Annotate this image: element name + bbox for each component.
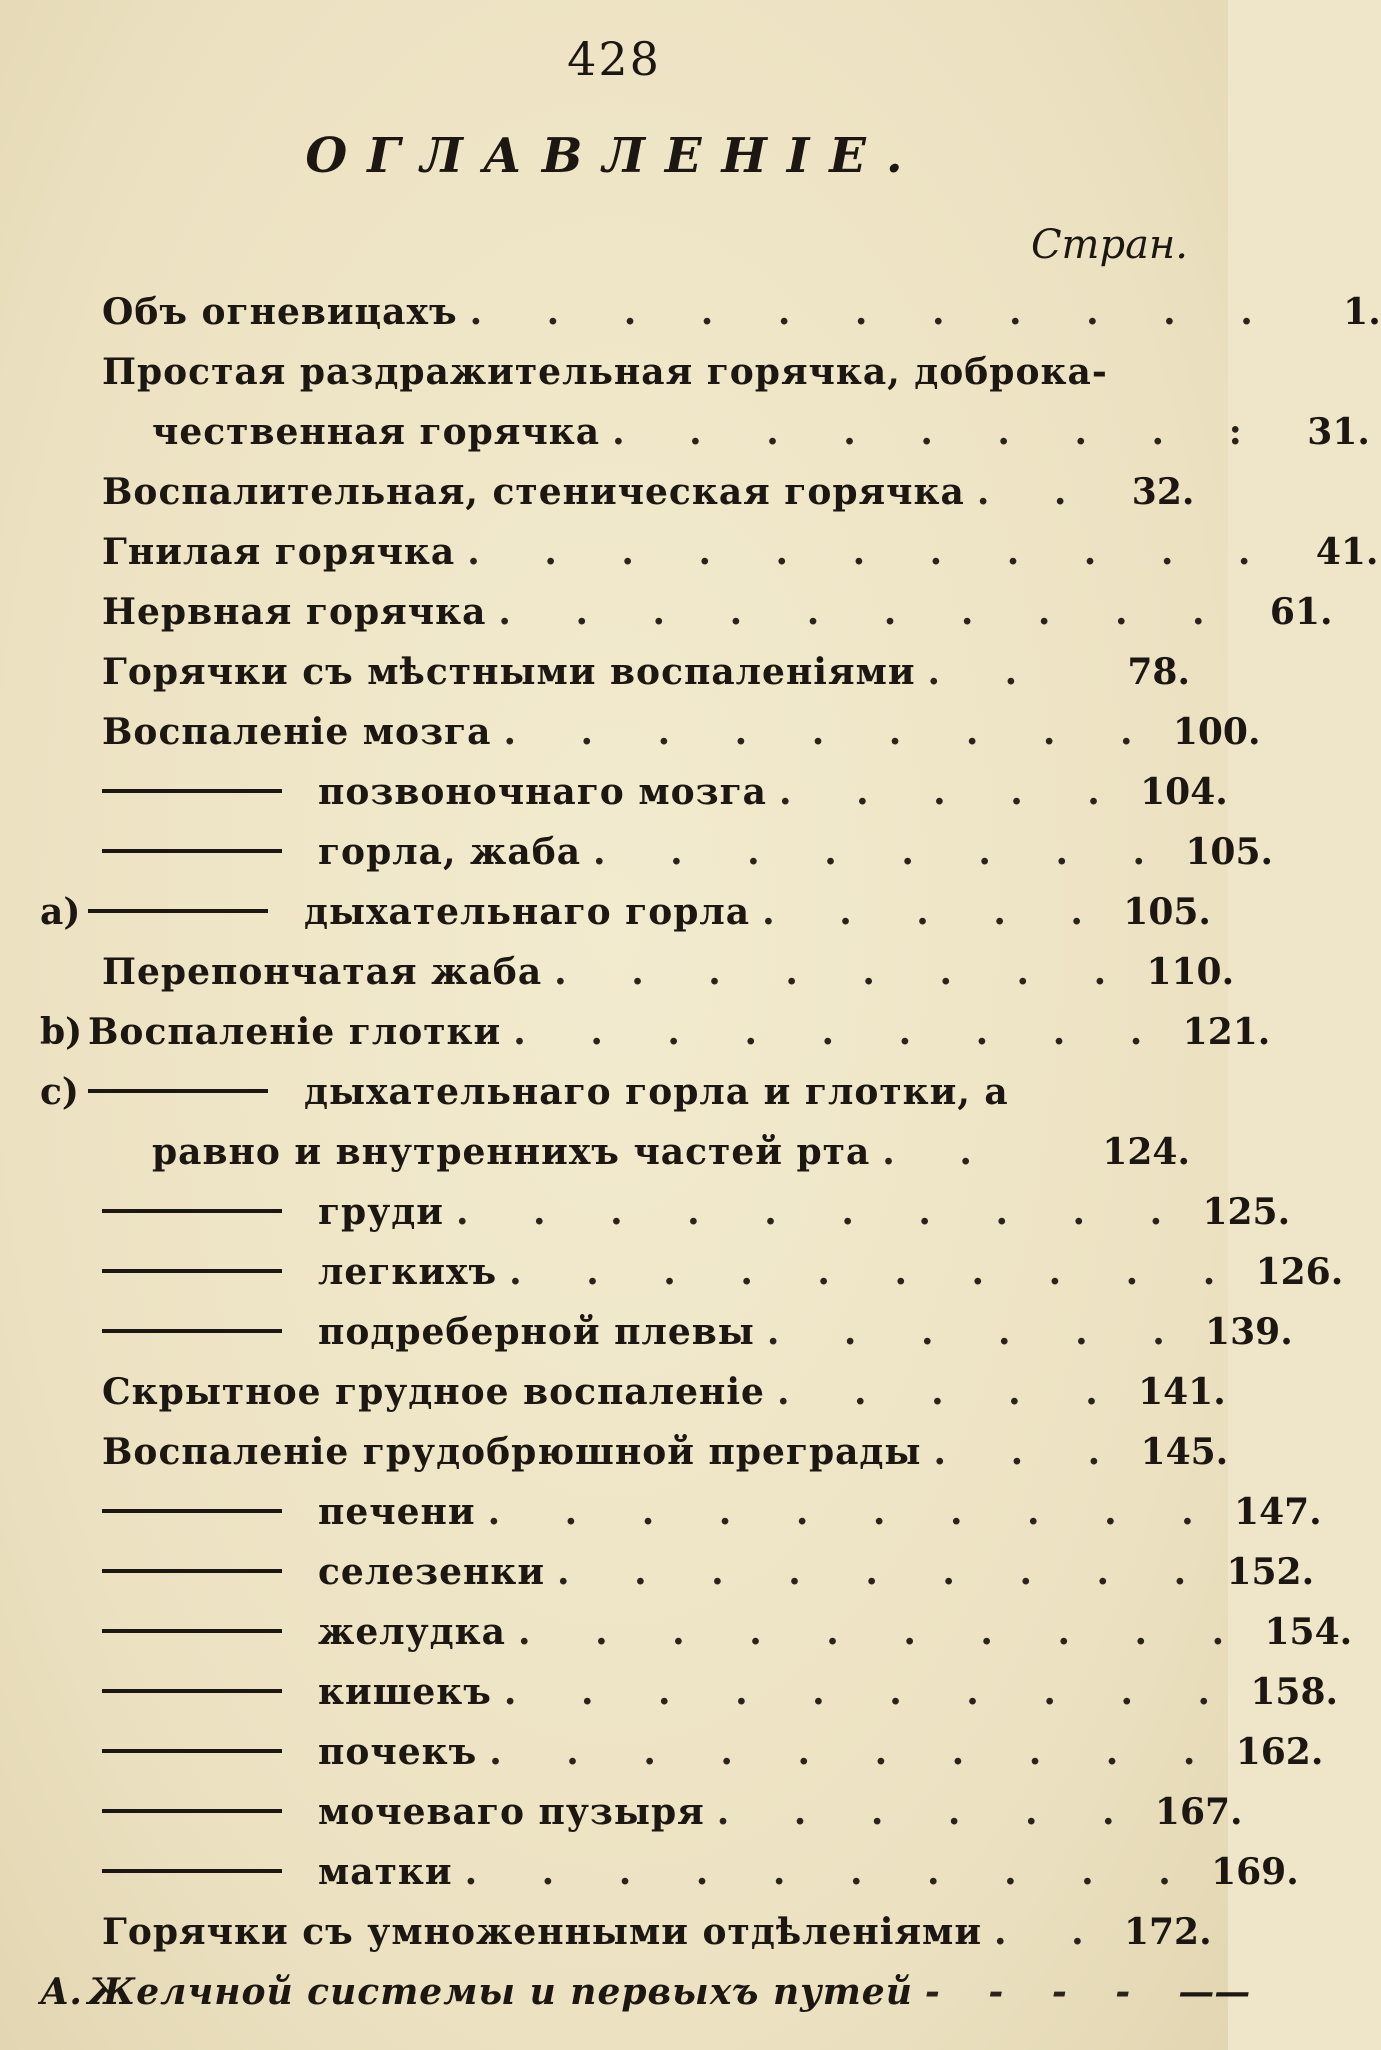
toc-entry-text: селезенки	[318, 1551, 546, 1593]
toc-entry	[0, 882, 1228, 942]
ditto-dash	[88, 909, 268, 913]
ditto-dash	[102, 1509, 282, 1513]
toc-entry	[0, 402, 1370, 462]
toc-entry	[0, 282, 1381, 342]
toc-entry	[0, 762, 1228, 822]
dot-leader: . .	[994, 1911, 1110, 1953]
toc-entry-page: 32.	[1131, 471, 1195, 513]
toc-entry-text: подреберной плевы	[318, 1311, 755, 1353]
toc-entry-title	[88, 582, 486, 642]
toc-entry-title	[88, 882, 750, 942]
toc-entry-title	[88, 822, 581, 882]
toc-entry-text: Воспаленіе глотки	[88, 1011, 502, 1053]
ditto-dash	[102, 1629, 282, 1633]
dot-leader: . . . . . . . . . .	[518, 1611, 1251, 1653]
toc-entry-page: 147.	[1234, 1491, 1322, 1533]
toc-entry-text: дыхательнаго горла	[304, 891, 751, 933]
toc-entry-title	[88, 642, 916, 702]
toc-entry-text: Простая раздражительная горячка, доброка-	[102, 351, 1108, 393]
ditto-dash	[102, 1809, 282, 1813]
toc-entry-marker: a)	[40, 891, 81, 933]
toc-entry-text: Объ огневицахъ	[102, 291, 458, 333]
dot-leader: . . . . . . . . .	[513, 1011, 1169, 1053]
toc-entry-title	[88, 1062, 1009, 1122]
toc-entry-text: равно и внутреннихъ частей рта	[152, 1131, 871, 1173]
toc-entry-text: Воспаленіе грудобрюшной преграды	[102, 1431, 922, 1473]
toc-entry-page: 31.	[1307, 411, 1370, 453]
toc-entry	[0, 462, 1228, 522]
toc-entry	[0, 1062, 1228, 1122]
toc-entry-title	[88, 1182, 444, 1242]
toc-entry	[0, 1002, 1271, 1062]
toc-entry	[0, 1242, 1344, 1302]
toc-entry-text: позвоночнаго мозга	[318, 771, 767, 813]
toc-entry-text: почекъ	[318, 1731, 478, 1773]
ditto-dash	[88, 1089, 268, 1093]
toc-entry	[0, 582, 1333, 642]
dot-leader: . . . . . . . . . . .	[467, 531, 1277, 573]
toc-entry-text: Горячки съ мѣстными воспаленіями	[102, 651, 916, 693]
toc-entry	[0, 1662, 1339, 1722]
toc-entry-title	[88, 1902, 982, 1962]
toc-entry-page: 110.	[1146, 951, 1235, 993]
toc-entry-page: 78.	[1127, 651, 1190, 693]
ditto-dash	[102, 1329, 282, 1333]
toc-entry-text: Перепончатая жаба	[102, 951, 543, 993]
toc-entry-page: 125.	[1202, 1191, 1291, 1233]
toc-entry-page: 152.	[1226, 1551, 1315, 1593]
toc-entry-marker: c)	[40, 1071, 79, 1113]
toc-entry-text: кишекъ	[318, 1671, 492, 1713]
toc-entry-title	[88, 462, 965, 522]
dot-leader: . . . . . . . . . .	[487, 1491, 1220, 1533]
toc-entry-page: 162.	[1235, 1731, 1324, 1773]
toc-entry-page: 104.	[1140, 771, 1228, 813]
toc-entry-page: 124.	[1102, 1131, 1190, 1173]
toc-entry-page: 61.	[1269, 591, 1333, 633]
dot-leader: . . . . .	[776, 1371, 1124, 1413]
dot-leader: . . . . . .	[716, 1791, 1141, 1833]
toc-entry-text: груди	[318, 1191, 444, 1233]
dot-leader: . . . . . . . . . .	[509, 1251, 1242, 1293]
toc-entry	[0, 1422, 1228, 1482]
toc-entry	[0, 1362, 1228, 1422]
toc-entry	[0, 1902, 1228, 1962]
toc-entry	[0, 642, 1228, 702]
dot-leader: . . . . . . . . . .	[489, 1731, 1222, 1773]
toc-entry-title	[88, 1842, 453, 1902]
dot-leader: . . . . . . . . . . .	[469, 291, 1279, 333]
toc-entry-text: Гнилая горячка	[102, 531, 456, 573]
dot-leader: - - - -	[924, 1971, 1149, 2013]
toc-entry	[0, 1122, 1228, 1182]
toc-entry-page: ——	[1178, 1971, 1251, 2013]
toc-entry-marker: b)	[40, 1011, 83, 1053]
toc-entry-page: 172.	[1123, 1911, 1212, 1953]
dot-leader: . . . . . .	[766, 1311, 1191, 1353]
toc-entry-text: горла, жаба	[318, 831, 582, 873]
table-of-contents	[0, 282, 1381, 2022]
toc-entry-page: 169.	[1211, 1851, 1299, 1893]
toc-entry-page: 105.	[1123, 891, 1211, 933]
toc-entry-page: 154.	[1264, 1611, 1353, 1653]
ditto-dash	[102, 1869, 282, 1873]
dot-leader: . . .	[933, 1431, 1127, 1473]
toc-entry-text: желудка	[318, 1611, 507, 1653]
toc-entry-title	[88, 1662, 492, 1722]
dot-leader: . . . . .	[779, 771, 1126, 813]
dot-leader: . . . . . . . . . .	[464, 1851, 1197, 1893]
dot-leader: . . . . .	[762, 891, 1109, 933]
toc-entry-title	[88, 1542, 545, 1602]
toc-entry	[0, 1842, 1299, 1902]
dot-leader: . . . . . . . .	[554, 951, 1133, 993]
toc-entry-page: 100.	[1172, 711, 1261, 753]
toc-entry-title	[88, 402, 600, 462]
toc-entry-title	[88, 1242, 497, 1302]
toc-entry-title	[88, 1002, 501, 1062]
dot-leader: . . . . . . . .	[593, 831, 1172, 873]
toc-entry-page: 139.	[1205, 1311, 1293, 1353]
ditto-dash	[102, 1269, 282, 1273]
toc-entry	[0, 1482, 1322, 1542]
toc-entry-title	[88, 1602, 506, 1662]
toc-entry-title	[88, 1482, 476, 1542]
toc-entry	[0, 1602, 1353, 1662]
toc-entry	[0, 1542, 1315, 1602]
page-number: 428	[567, 32, 661, 86]
toc-entry	[0, 1302, 1293, 1362]
dot-leader: . .	[927, 651, 1044, 693]
toc-entry-title	[88, 702, 491, 762]
toc-entry-page: 105.	[1185, 831, 1274, 873]
ditto-dash	[102, 1749, 282, 1753]
toc-entry-marker: А.	[40, 1971, 82, 2013]
toc-entry-text: Горячки съ умноженными отдѣленіями	[102, 1911, 983, 1953]
toc-entry-title	[88, 1722, 477, 1782]
dot-leader: . .	[882, 1131, 998, 1173]
toc-entry-title	[88, 942, 542, 1002]
dot-leader: . . . . . . . . . .	[455, 1191, 1189, 1233]
toc-entry-title	[88, 1362, 765, 1422]
dot-leader: . . . . . . . . .	[503, 711, 1159, 753]
ditto-dash	[102, 789, 282, 793]
toc-entry	[0, 1962, 1251, 2022]
ditto-dash	[102, 1569, 282, 1573]
toc-entry-page: 126.	[1255, 1251, 1344, 1293]
toc-entry-title	[88, 1302, 755, 1362]
toc-entry-page: 141.	[1138, 1371, 1226, 1413]
toc-entry	[0, 522, 1379, 582]
toc-entry-page: 145.	[1140, 1431, 1229, 1473]
toc-entry-text: легкихъ	[318, 1251, 498, 1293]
toc-entry	[0, 702, 1261, 762]
toc-entry-text: мочеваго пузыря	[318, 1791, 705, 1833]
toc-entry-title	[88, 762, 767, 822]
toc-entry-title	[88, 1782, 705, 1842]
toc-entry-text: Скрытное грудное воспаленіе	[102, 1371, 765, 1413]
dot-leader: . . . . . . . . . .	[498, 591, 1231, 633]
toc-entry-title	[88, 282, 458, 342]
toc-entry	[0, 1182, 1291, 1242]
toc-entry-page: 158.	[1250, 1671, 1339, 1713]
toc-entry-page: 167.	[1154, 1791, 1243, 1833]
ditto-dash	[102, 1689, 282, 1693]
toc-entry-title	[88, 522, 455, 582]
toc-entry-text: Воспалительная, стеническая горячка	[102, 471, 965, 513]
ditto-dash	[102, 849, 282, 853]
toc-entry-title	[88, 1122, 870, 1182]
toc-entry	[0, 342, 1228, 402]
toc-entry-title	[88, 342, 1108, 402]
toc-entry-text: Желчной системы и первыхъ путей	[88, 1971, 913, 2013]
page-column-label: Стран.	[1030, 222, 1188, 268]
ditto-dash	[102, 1209, 282, 1213]
toc-entry-text: Нервная горячка	[102, 591, 487, 633]
toc-entry-text: Воспаленіе мозга	[102, 711, 492, 753]
toc-entry-title	[88, 1962, 913, 2022]
dot-leader: . . . . . . . . :	[612, 411, 1268, 453]
toc-entry-title	[88, 1422, 922, 1482]
toc-entry	[0, 942, 1235, 1002]
toc-entry-page: 121.	[1182, 1011, 1271, 1053]
toc-entry	[0, 1722, 1324, 1782]
dot-leader: . . . . . . . . . .	[503, 1671, 1237, 1713]
toc-entry-text: дыхательнаго горла и глотки, а	[304, 1071, 1009, 1113]
toc-entry-page: 1.	[1343, 291, 1381, 333]
page-title: ОГЛАВЛЕНІЕ.	[305, 128, 923, 184]
toc-entry	[0, 1782, 1243, 1842]
toc-entry	[0, 822, 1274, 882]
dot-leader: . . . . . . . . .	[557, 1551, 1213, 1593]
toc-entry-text: печени	[318, 1491, 476, 1533]
dot-leader: . .	[976, 471, 1093, 513]
toc-entry-page: 41.	[1315, 531, 1379, 573]
toc-entry-text: чественная горячка	[152, 411, 601, 453]
toc-entry-text: матки	[318, 1851, 453, 1893]
